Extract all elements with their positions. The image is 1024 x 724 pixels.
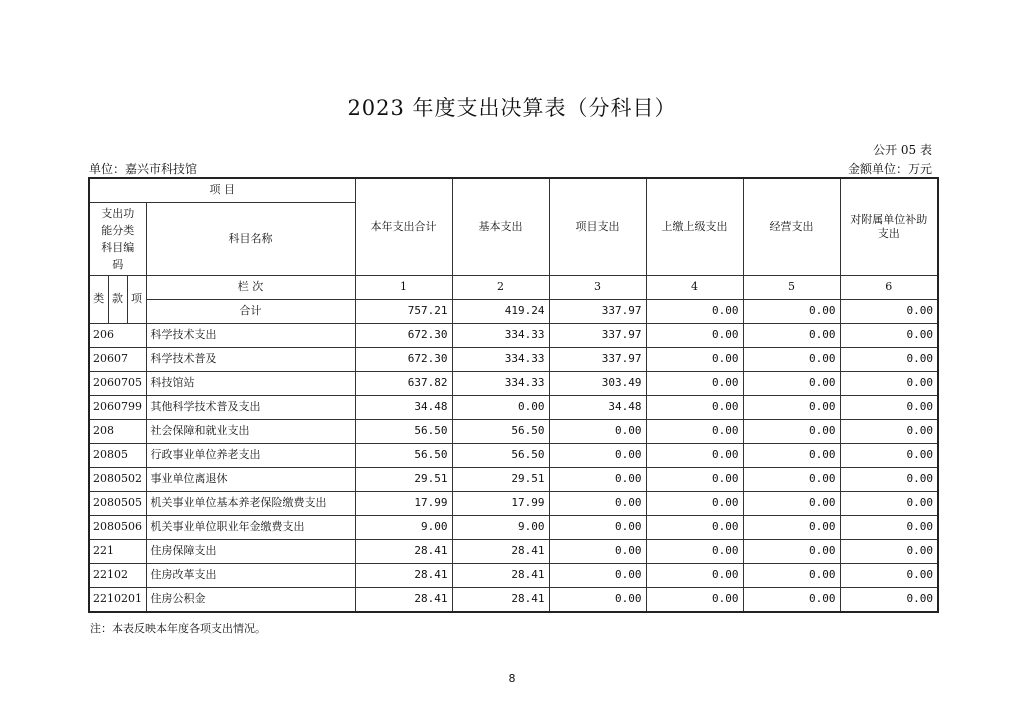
amount-cell: 0.00 [549,419,646,443]
code-header: 支出功能分类科目编码 [89,202,146,275]
column-row-label: 栏 次 [146,275,355,299]
amount-cell: 0.00 [646,371,743,395]
table-row [89,515,938,539]
col-header-5: 经营支出 [743,178,840,275]
amount-cell: 637.82 [355,371,452,395]
subject-code: 20805 [89,443,146,467]
subject-name: 科学技术支出 [146,323,355,347]
amount-cell: 56.50 [355,419,452,443]
amount-cell: 0.00 [840,347,938,371]
subject-name: 住房改革支出 [146,563,355,587]
subject-name: 社会保障和就业支出 [146,419,355,443]
amount-cell: 0.00 [549,587,646,612]
table-row [89,563,938,587]
amount-cell: 0.00 [646,515,743,539]
amount-cell: 56.50 [355,443,452,467]
amount-cell: 0.00 [840,443,938,467]
amount-cell: 28.41 [452,587,549,612]
table-row [89,467,938,491]
subject-code: 2080505 [89,491,146,515]
amount-cell: 0.00 [646,563,743,587]
column-number: 4 [646,275,743,299]
expenditure-table [88,177,939,613]
amount-cell: 28.41 [355,587,452,612]
amount-cell: 0.00 [743,515,840,539]
amount-cell: 0.00 [646,491,743,515]
amount-cell: 29.51 [355,467,452,491]
total-label: 合计 [146,299,355,323]
total-value: 0.00 [840,299,938,323]
table-row [89,587,938,612]
amount-cell: 0.00 [646,539,743,563]
unit-label: 单位：嘉兴市科技馆 [89,162,198,176]
table-row [89,395,938,419]
col-header-1: 本年支出合计 [355,178,452,275]
column-number: 6 [840,275,938,299]
subject-name: 行政事业单位养老支出 [146,443,355,467]
table-row [89,371,938,395]
amount-cell: 0.00 [646,323,743,347]
page-number: 8 [508,672,516,685]
subject-name: 科学技术普及 [146,347,355,371]
amount-cell: 0.00 [549,539,646,563]
amount-cell: 9.00 [452,515,549,539]
amount-cell: 0.00 [549,443,646,467]
amount-cell: 0.00 [452,395,549,419]
amount-cell: 17.99 [452,491,549,515]
amount-cell: 28.41 [452,539,549,563]
total-value: 419.24 [452,299,549,323]
amount-cell: 29.51 [452,467,549,491]
kuan-header: 款 [108,275,127,323]
total-value: 0.00 [743,299,840,323]
subject-name: 其他科学技术普及支出 [146,395,355,419]
subject-code: 2210201 [89,587,146,612]
subject-code: 2060799 [89,395,146,419]
table-row [89,443,938,467]
amount-cell: 0.00 [743,467,840,491]
total-value: 337.97 [549,299,646,323]
subject-code: 2080502 [89,467,146,491]
column-number: 1 [355,275,452,299]
subject-code: 208 [89,419,146,443]
amount-cell: 34.48 [355,395,452,419]
amount-cell: 0.00 [743,323,840,347]
amount-cell: 0.00 [743,347,840,371]
table-row [89,419,938,443]
total-value: 0.00 [646,299,743,323]
amount-cell: 17.99 [355,491,452,515]
amount-cell: 9.00 [355,515,452,539]
amount-cell: 337.97 [549,347,646,371]
amount-cell: 0.00 [646,467,743,491]
amount-cell: 0.00 [646,443,743,467]
subject-name: 科技馆站 [146,371,355,395]
subject-code: 22102 [89,563,146,587]
col-header-3: 项目支出 [549,178,646,275]
amount-cell: 0.00 [840,515,938,539]
column-number: 3 [549,275,646,299]
subject-name: 事业单位离退休 [146,467,355,491]
subject-name: 机关事业单位职业年金缴费支出 [146,515,355,539]
amount-cell: 334.33 [452,347,549,371]
amount-cell: 0.00 [743,587,840,612]
column-number: 5 [743,275,840,299]
amount-cell: 0.00 [743,395,840,419]
amount-cell: 0.00 [840,563,938,587]
amount-cell: 0.00 [840,371,938,395]
amount-cell: 0.00 [743,443,840,467]
amount-cell: 334.33 [452,323,549,347]
page-title: 2023 年度支出决算表（分科目） [347,96,677,120]
table-row [89,347,938,371]
amount-cell: 672.30 [355,347,452,371]
amount-cell: 0.00 [840,419,938,443]
amount-cell: 0.00 [743,491,840,515]
form-code: 公开 05 表 [873,143,932,157]
subject-name: 住房保障支出 [146,539,355,563]
amount-cell: 0.00 [646,587,743,612]
table-note: 注：本表反映本年度各项支出情况。 [90,622,266,635]
amount-cell: 0.00 [743,539,840,563]
column-number: 2 [452,275,549,299]
amount-cell: 0.00 [646,395,743,419]
amount-cell: 34.48 [549,395,646,419]
table-row [89,491,938,515]
amount-cell: 0.00 [840,491,938,515]
amount-cell: 0.00 [549,515,646,539]
money-unit-label: 金额单位：万元 [847,162,932,176]
amount-cell: 334.33 [452,371,549,395]
amount-cell: 0.00 [646,419,743,443]
subject-code: 2060705 [89,371,146,395]
subject-code: 221 [89,539,146,563]
col-header-4: 上缴上级支出 [646,178,743,275]
amount-cell: 0.00 [743,419,840,443]
amount-cell: 0.00 [743,563,840,587]
total-value: 757.21 [355,299,452,323]
amount-cell: 0.00 [840,467,938,491]
amount-cell: 28.41 [452,563,549,587]
amount-cell: 337.97 [549,323,646,347]
subject-code: 2080506 [89,515,146,539]
col-header-2: 基本支出 [452,178,549,275]
xiang-header: 项 [127,275,146,323]
amount-cell: 303.49 [549,371,646,395]
amount-cell: 28.41 [355,563,452,587]
amount-cell: 672.30 [355,323,452,347]
amount-cell: 0.00 [549,491,646,515]
col-header-6: 对附属单位补助支出 [840,178,938,275]
table-row [89,323,938,347]
amount-cell: 0.00 [549,467,646,491]
amount-cell: 28.41 [355,539,452,563]
amount-cell: 0.00 [549,563,646,587]
subject-code: 20607 [89,347,146,371]
item-header: 项 目 [89,178,355,202]
amount-cell: 0.00 [743,371,840,395]
subject-name: 机关事业单位基本养老保险缴费支出 [146,491,355,515]
subject-name: 住房公积金 [146,587,355,612]
subject-code: 206 [89,323,146,347]
lei-header: 类 [89,275,108,323]
subject-name-header: 科目名称 [146,202,355,275]
amount-cell: 0.00 [840,395,938,419]
amount-cell: 0.00 [840,539,938,563]
amount-cell: 0.00 [840,323,938,347]
amount-cell: 0.00 [646,347,743,371]
amount-cell: 0.00 [840,587,938,612]
amount-cell: 56.50 [452,419,549,443]
amount-cell: 56.50 [452,443,549,467]
table-row [89,539,938,563]
